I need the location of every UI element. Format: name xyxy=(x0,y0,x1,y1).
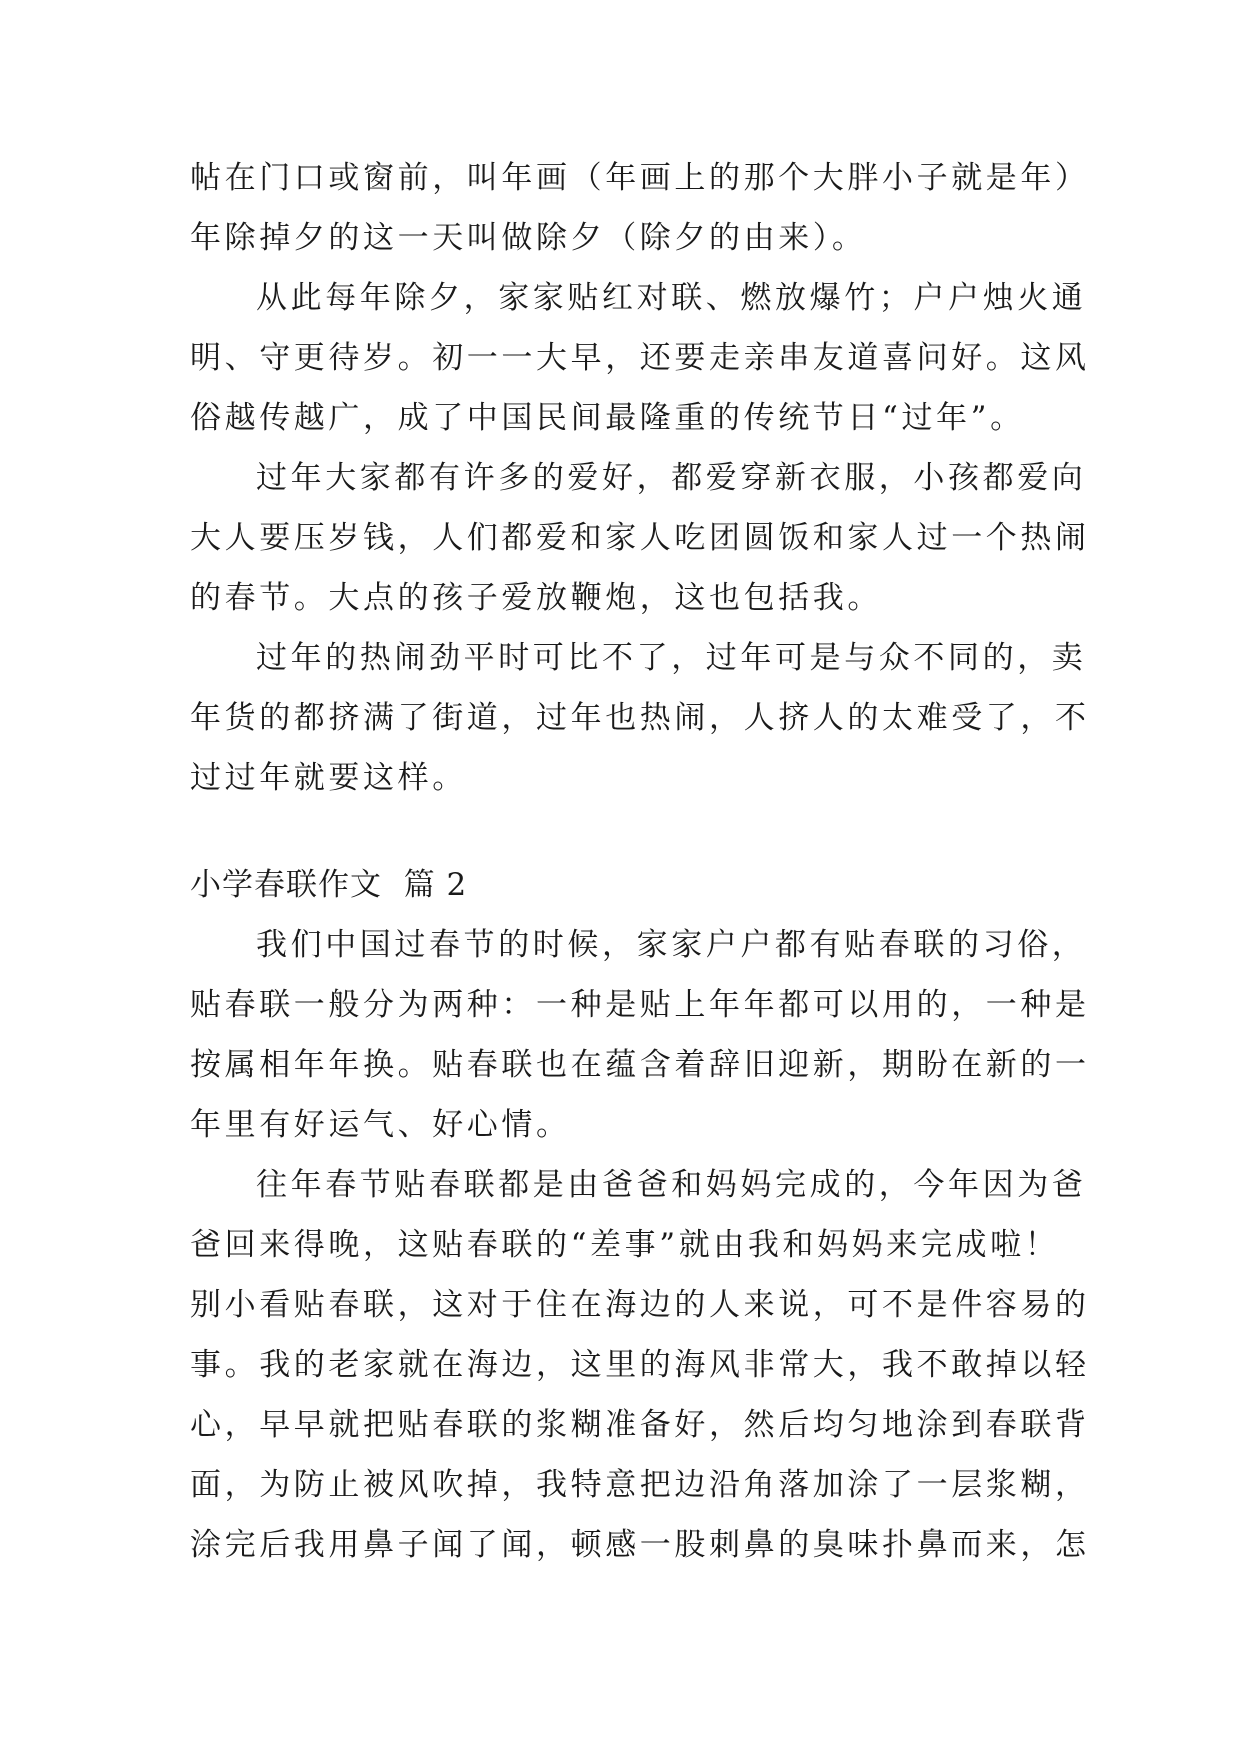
paragraph-line: 过过年就要这样。 xyxy=(190,760,467,796)
paragraph-line: 年里有好运气、好心情。 xyxy=(190,1107,571,1143)
paragraph-line: 爸回来得晚，这贴春联的“差事”就由我和妈妈来完成啦！ xyxy=(190,1227,1060,1263)
paragraph-line: 我们中国过春节的时候，家家户户都有贴春联的习俗， xyxy=(256,927,1087,963)
paragraph-line: 年货的都挤满了街道，过年也热闹，人挤人的太难受了，不 xyxy=(190,700,1090,736)
paragraph-line: 按属相年年换。贴春联也在蕴含着辞旧迎新，期盼在新的一 xyxy=(190,1047,1090,1083)
paragraph-line: 大人要压岁钱，人们都爱和家人吃团圆饭和家人过一个热闹 xyxy=(190,520,1090,556)
paragraph-line: 涂完后我用鼻子闻了闻，顿感一股刺鼻的臭味扑鼻而来，怎 xyxy=(190,1527,1090,1563)
section-heading: 小学春联作文 篇 2 xyxy=(190,867,468,903)
paragraph-line: 别小看贴春联，这对于住在海边的人来说，可不是件容易的 xyxy=(190,1287,1090,1323)
paragraph-line: 往年春节贴春联都是由爸爸和妈妈完成的，今年因为爸 xyxy=(256,1167,1087,1203)
paragraph-line: 从此每年除夕，家家贴红对联、燃放爆竹；户户烛火通 xyxy=(256,280,1087,316)
section-2-text xyxy=(190,915,1090,1575)
paragraph-line: 帖在门口或窗前，叫年画（年画上的那个大胖小子就是年） xyxy=(190,160,1090,196)
paragraph-line: 事。我的老家就在海边，这里的海风非常大，我不敢掉以轻 xyxy=(190,1347,1090,1383)
section-1-text xyxy=(190,148,1090,808)
paragraph-line: 年除掉夕的这一天叫做除夕（除夕的由来）。 xyxy=(190,220,867,256)
paragraph-line: 俗越传越广，成了中国民间最隆重的传统节日“过年”。 xyxy=(190,400,1025,436)
paragraph-line: 明、守更待岁。初一一大早，还要走亲串友道喜问好。这风 xyxy=(190,340,1090,376)
paragraph-line: 过年的热闹劲平时可比不了，过年可是与众不同的，卖 xyxy=(256,640,1087,676)
paragraph-line: 面，为防止被风吹掉，我特意把边沿角落加涂了一层浆糊， xyxy=(190,1467,1090,1503)
paragraph-line: 过年大家都有许多的爱好，都爱穿新衣服，小孩都爱向 xyxy=(256,460,1087,496)
paragraph-line: 心，早早就把贴春联的浆糊准备好，然后均匀地涂到春联背 xyxy=(190,1407,1090,1443)
paragraph-line: 的春节。大点的孩子爱放鞭炮，这也包括我。 xyxy=(190,580,882,616)
paragraph-line: 贴春联一般分为两种：一种是贴上年年都可以用的，一种是 xyxy=(190,987,1090,1023)
